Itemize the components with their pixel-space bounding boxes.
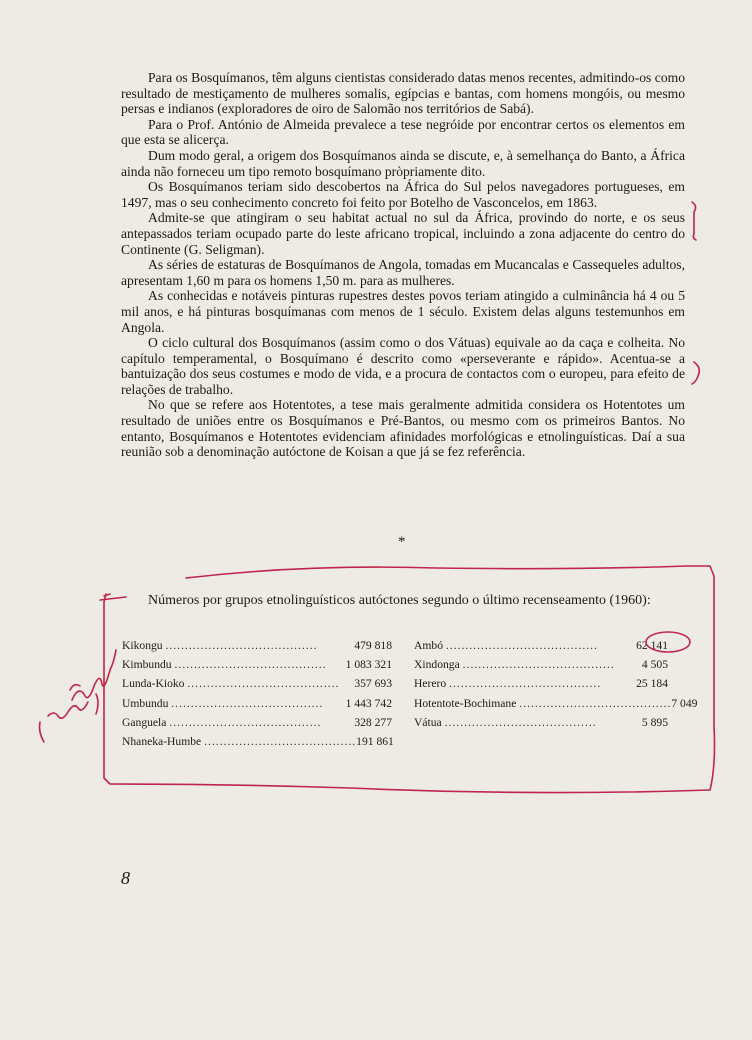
group-value: 25 184 (636, 677, 668, 691)
group-name: Kimbundu ....................................... (122, 658, 327, 672)
group-value: 328 277 (354, 715, 392, 729)
table-row (414, 636, 668, 655)
paragraph: Os Bosquímanos teriam sido descobertos na África do Sul pelos navegadores portugueses, em 1497, mas o seu conhecimento concreto foi feito por Botelho de Vasconcelos, em 1863. (121, 179, 685, 210)
group-value: 5 895 (641, 715, 668, 729)
paragraph: No que se refere aos Hotentotes, a tese mais geralmente admitida considera os Hotentotes um resultado de uniões entre os Bosquímanos e Pré-Bantos, ou mesmo com os primeiros Bantos. No entanto, Bosquímanos e Hotentotes evidenciam afinidades morfológicas e etnolinguísticas. Daí a sua reunião sob a denominação autóctone de Koisan a que já se fez referência. (121, 397, 685, 460)
body-text (121, 70, 685, 460)
group-name: Lunda-Kioko ....................................... (122, 677, 340, 691)
section-separator: * (398, 534, 406, 550)
group-value: 191 861 (356, 735, 394, 749)
table-row (414, 713, 668, 732)
table-row (122, 732, 392, 751)
table-row (414, 674, 668, 693)
group-name: Herero ....................................... (414, 677, 602, 691)
table-row (414, 694, 698, 713)
table-row (122, 713, 392, 732)
group-value: 1 083 321 (345, 658, 392, 672)
margin-scribble-mark (70, 650, 116, 700)
census-table-right (414, 636, 698, 732)
group-value: 1 443 742 (345, 696, 392, 710)
table-row (122, 636, 392, 655)
paragraph: Admite-se que atingiram o seu habitat actual no sul da África, provindo do norte, e os seus antepassados teriam ocupado parte do leste africano tropical, incluindo a zona adjacente do centro do Continente (G. Seligman). (121, 210, 685, 257)
census-intro: Números por grupos etnolinguísticos autóctones segundo o último recenseamento (1960): (148, 593, 651, 608)
paragraph: As conhecidas e notáveis pinturas rupestres destes povos teriam atingido a culminância há 4 ou 5 mil anos, e há pinturas bosquímanas com menos de 1 século. Existem delas alguns testemunhos em Angola. (121, 288, 685, 335)
group-value: 4 505 (641, 658, 668, 672)
group-value: 357 693 (354, 677, 392, 691)
table-row (122, 674, 392, 693)
group-name: Nhaneka-Humbe ....................................... (122, 735, 357, 749)
group-value: 479 818 (354, 639, 392, 652)
paragraph: Dum modo geral, a origem dos Bosquímanos ainda se discute, e, à semelhança do Banto, a África ainda não forneceu um tipo remoto bosquímano pròpriamente dito. (121, 147, 685, 179)
group-value: 7 049 (671, 696, 698, 710)
census-table-left (122, 636, 392, 751)
table-row (122, 655, 392, 674)
group-name: Umbundu ....................................... (122, 696, 324, 710)
paragraph: Para o Prof. António de Almeida prevalece a tese negróide por encontrar certos os elementos em que esta se alicerça. (121, 116, 685, 148)
census-section (121, 592, 685, 610)
margin-bracket-mark (692, 362, 699, 384)
page-number: 8 (121, 868, 130, 888)
group-name: Hotentote-Bochimane ....................................... (414, 696, 672, 710)
table-row (414, 655, 668, 674)
paragraph: O ciclo cultural dos Bosquímanos (assim como o dos Vátuas) equivale ao da caça e colheita. No capítulo temperamental, o Bosquímano é descrito como «perseverante e rápido». Acentua-se a bantuização dos seus costumes e modo de vida, e a procura de contactos com o europeu, para efeito de relações de trabalho. (121, 335, 685, 397)
margin-bracket-mark (692, 202, 696, 240)
margin-scribble-mark (40, 694, 99, 742)
group-name: Ganguela ....................................... (122, 715, 322, 729)
paragraph: As séries de estaturas de Bosquímanos de Angola, tomadas em Mucancalas e Cassequeles adultos, apresentam 1,60 m para os homens 1,50 m. para as mulheres. (121, 257, 685, 288)
group-name: Ambó ....................................... (414, 639, 598, 652)
group-name: Kikongu ....................................... (122, 639, 318, 652)
table-row (122, 694, 392, 713)
paragraph: Para os Bosquímanos, têm alguns cientistas considerado datas menos recentes, admitindo-os como resultado de mestiçamento de mulheres somalis, egípcias e bantas, com homens mongóis, ou mesmo persas e indianos (exploradores de oiro de Salomão nos territórios de Sabá). (121, 70, 685, 117)
group-value: 62 141 (636, 639, 668, 652)
group-name: Xindonga ....................................... (414, 658, 615, 672)
group-name: Vátua ....................................... (414, 715, 597, 729)
